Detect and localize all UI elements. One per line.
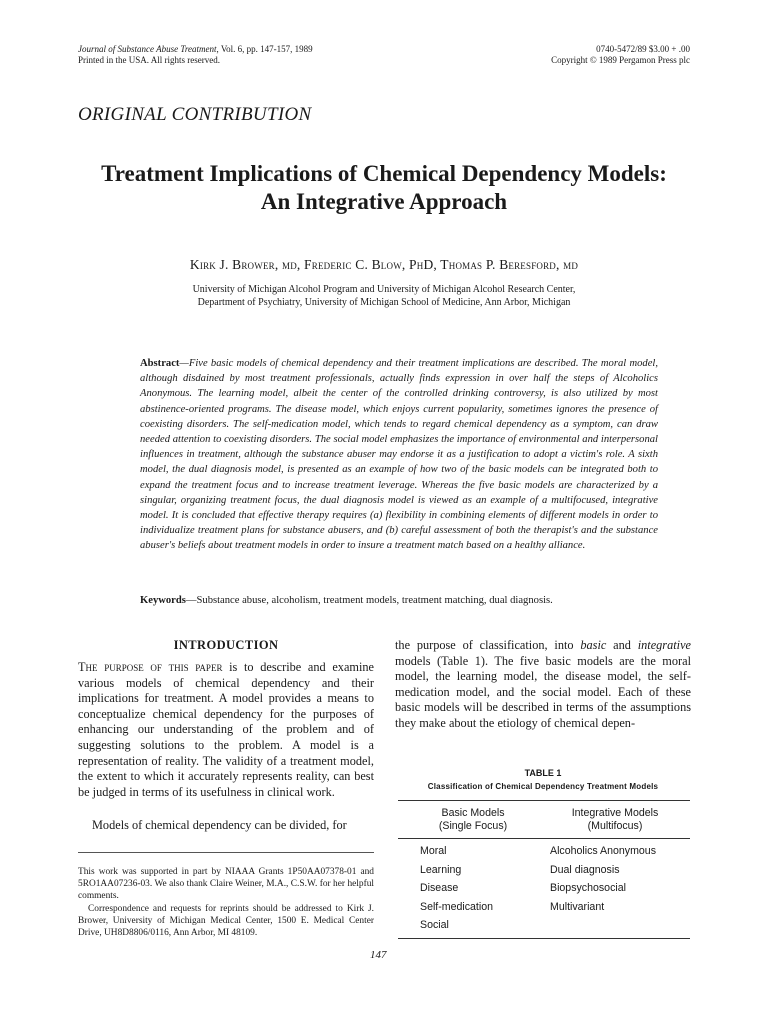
table-cell: Multivariant <box>550 900 605 913</box>
table-cell: Biopsychosocial <box>550 882 626 894</box>
introduction-paragraph-2: Models of chemical dependency can be divided, for <box>92 818 347 832</box>
table-top-rule <box>398 800 690 801</box>
title-line-2: An Integrative Approach <box>260 189 508 214</box>
price-code: 0740-5472/89 $3.00 + .00 <box>596 44 690 54</box>
copyright-line: Copyright © 1989 Pergamon Press plc <box>551 55 690 65</box>
title-line-1: Treatment Implications of Chemical Dependency Models: <box>101 161 667 186</box>
correspondence-note: Correspondence and requests for reprints should be addressed to Kirk J. Brower, University of Michigan Medical Center, 1500 E. Medical Center Drive, UH8D8806/0116, Ann Arbor, MI 48109. <box>78 903 374 939</box>
right-column-paragraph <box>395 638 691 732</box>
keywords-text: —Substance abuse, alcoholism, treatment models, treatment matching, dual diagnosis. <box>185 595 553 606</box>
keywords-label: Keywords <box>140 595 186 606</box>
page-number: 147 <box>370 949 387 961</box>
header-integrative-line-2: (Multifocus) <box>587 820 643 832</box>
paragraph-1-text: is to describe and examine various models of chemical dependency and their implications for treatment. A model provides a means to conceptualize chemical dependency for the purposes of enhancing our understanding of the problem and of suggesting solutions to the problem. A model is a representation of reality. The validity of a treatment model, the extent to which it accurately represents reality, can best be judged in terms of its usefulness in clinical work. <box>78 660 375 799</box>
affiliation <box>100 283 668 309</box>
author-list: Kirk J. Brower, md, Frederic C. Blow, PhD, Thomas P. Beresford, md <box>189 257 579 272</box>
emphasis-integrative: integrative <box>637 638 691 652</box>
section-label: ORIGINAL CONTRIBUTION <box>78 104 312 125</box>
journal-header <box>78 44 313 66</box>
journal-volume: , Vol. 6, pp. 147-157, 1989 <box>216 44 313 54</box>
introduction-paragraph-1 <box>78 660 374 800</box>
funding-note: This work was supported in part by NIAAA Grants 1P50AA07378-01 and 5RO1AA07236-03. We also thank Claire Weiner, M.A., C.S.W. for her helpful comments. <box>78 867 374 902</box>
table-header-basic <box>398 807 548 833</box>
abstract <box>140 356 658 554</box>
table-bottom-rule <box>398 938 690 939</box>
copyright-header <box>551 44 690 66</box>
emphasis-basic: basic <box>580 638 607 652</box>
table-caption: Classification of Chemical Dependency Treatment Models <box>427 782 659 791</box>
abstract-text: —Five basic models of chemical dependency and their treatment implications are described. The moral model, although disdained by most treatment professionals, actually finds expression in over half the steps of Alcoholics Anonymous. The learning model, albeit the center of the controlled drinking controversy, is also utilized by most abstinence-oriented programs. The disease model, which enjoys current popularity, sometimes ignores the presence of coexisting disorders. The self-medication model, which tends to regard chemical dependency as a symptom, can draw needed attention to coexisting disorders. The social model emphasizes the importance of environmental and interpersonal influences in treatment, although the substance abuser may endorse it as a justification to adopt a victim's role. A sixth model, the dual diagnosis model, is presented as an example of how two of the basic models can be integrated both to expand the treatment focus and to increase treatment leverage. Whereas the five basic models are characterized by a singular, organizing treatment focus, the dual diagnosis model is viewed as an example of a multifocused, integrative model. It is concluded that effective therapy requires (a) flexibility in combining elements of different models in order to individualize treatment plans for substance abusers, and (b) careful assessment of both the therapist's and the substance abuser's beliefs about treatment models in order to insure a treatment match based on a healthy alliance. <box>140 358 658 552</box>
printed-note: Printed in the USA. All rights reserved. <box>78 55 220 65</box>
header-integrative-line-1: Integrative Models <box>571 807 659 819</box>
table-cell: Self-medication <box>420 900 494 913</box>
table-cell: Social <box>420 919 449 931</box>
table-cell: Learning <box>420 863 462 876</box>
table-cell: Disease <box>420 882 459 894</box>
affiliation-line-1: University of Michigan Alcohol Program and University of Michigan Alcohol Research Center, <box>192 284 576 295</box>
table-cell: Dual diagnosis <box>550 863 620 876</box>
table-header-rule <box>398 838 690 839</box>
header-basic-line-1: Basic Models <box>441 807 505 819</box>
article-title <box>40 160 728 216</box>
introduction-heading: INTRODUCTION <box>173 638 279 652</box>
text-run: and <box>606 638 638 652</box>
abstract-label: Abstract <box>140 358 180 369</box>
header-basic-line-2: (Single Focus) <box>438 820 508 832</box>
lead-in: The purpose of this paper <box>78 660 223 674</box>
table-cell: Moral <box>420 845 447 857</box>
footnote <box>78 866 374 939</box>
footnote-rule <box>78 852 374 853</box>
table-header-integrative <box>540 807 690 833</box>
text-run: the purpose of classification, into <box>395 638 581 652</box>
journal-name: Journal of Substance Abuse Treatment <box>78 44 217 54</box>
table-cell: Alcoholics Anonymous <box>550 845 656 857</box>
table-number: TABLE 1 <box>524 768 562 778</box>
affiliation-line-2: Department of Psychiatry, University of Michigan School of Medicine, Ann Arbor, Michigan <box>197 297 571 308</box>
text-run: models (Table 1). The five basic models are the moral model, the learning model, the disease model, the self-medication model, and the social model. Each of these basic models will be described in terms of the assumptions they make about the etiology of chemical depen- <box>395 653 691 730</box>
keywords <box>140 595 680 606</box>
